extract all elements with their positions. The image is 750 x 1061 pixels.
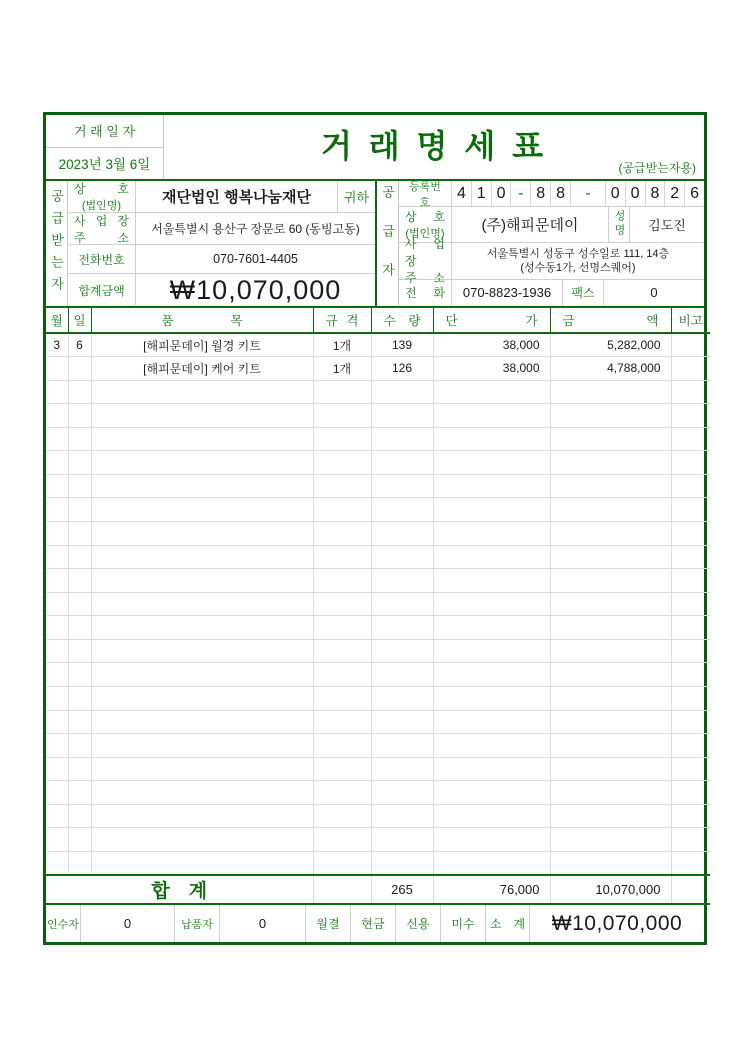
item-unit-price: [433, 569, 550, 593]
item-name: [91, 686, 313, 710]
item-day: [68, 757, 91, 781]
item-name: [91, 639, 313, 663]
item-unit-price: [433, 427, 550, 451]
item-name: [해피문데이] 케어 키트: [91, 357, 313, 381]
item-spec: [313, 592, 371, 616]
col-note: 비고: [671, 308, 710, 333]
item-note: [671, 851, 710, 875]
item-month: [46, 828, 68, 852]
item-qty: [371, 380, 433, 404]
item-month: [46, 710, 68, 734]
reg-dash: -: [511, 181, 531, 206]
item-unit-price: [433, 522, 550, 546]
item-month: [46, 474, 68, 498]
items-row: [46, 592, 710, 616]
item-month: [46, 545, 68, 569]
item-qty: [371, 498, 433, 522]
item-spec: [313, 804, 371, 828]
item-spec: [313, 569, 371, 593]
item-day: [68, 545, 91, 569]
item-unit-price: [433, 404, 550, 428]
item-note: [671, 333, 710, 357]
item-day: [68, 404, 91, 428]
reg-digit: 1: [472, 181, 492, 206]
reg-dash: -: [571, 181, 606, 206]
buyer-address-row: [68, 213, 375, 245]
total-label: 합 계: [46, 875, 313, 904]
item-unit-price: [433, 639, 550, 663]
buyer-total-label: 합계금액: [68, 274, 136, 306]
item-amount: [550, 522, 671, 546]
supplier-fax-label: 팩스: [562, 280, 604, 306]
col-unit-price: 단 가: [433, 308, 550, 333]
total-qty: 265: [371, 875, 433, 904]
item-qty: [371, 710, 433, 734]
item-name: [91, 380, 313, 404]
items-row: [46, 498, 710, 522]
item-amount: 5,282,000: [550, 333, 671, 357]
item-name: [91, 427, 313, 451]
items-row: [46, 380, 710, 404]
supplier-address-row: [399, 237, 704, 286]
item-qty: [371, 663, 433, 687]
pay-credit-label: 신용: [396, 905, 441, 942]
item-spec: 1개: [313, 333, 371, 357]
item-note: [671, 474, 710, 498]
supplier-address-line2: (성수동1가, 선명스퀘어): [520, 261, 636, 274]
item-note: [671, 522, 710, 546]
supplier-address-line1: 서울특별시 성동구 성수일로 111, 14층: [486, 247, 670, 260]
item-name: [해피문데이] 월경 키트: [91, 333, 313, 357]
buyer-total-value: ₩10,070,000: [169, 274, 342, 305]
item-spec: [313, 851, 371, 875]
item-qty: [371, 545, 433, 569]
item-spec: [313, 828, 371, 852]
item-spec: [313, 663, 371, 687]
items-total-row: [46, 875, 710, 904]
total-spec: [313, 875, 371, 904]
buyer-address-label: 사 업 장 주 소: [68, 213, 136, 244]
item-spec: [313, 616, 371, 640]
item-unit-price: [433, 781, 550, 805]
buyer-name-value: 재단법인 행복나눔재단: [161, 189, 312, 206]
supplier-rows: [399, 181, 704, 306]
items-row: [46, 333, 710, 357]
supplier-address-value: [452, 243, 704, 279]
item-qty: [371, 686, 433, 710]
item-day: [68, 451, 91, 475]
item-name: [91, 569, 313, 593]
buyer-rows: [68, 181, 375, 306]
item-spec: [313, 710, 371, 734]
supplier-fax-value: 0: [650, 285, 658, 301]
item-day: [68, 474, 91, 498]
items-row: [46, 357, 710, 381]
item-note: [671, 498, 710, 522]
item-note: [671, 804, 710, 828]
reg-digit: 0: [626, 181, 646, 206]
item-month: [46, 404, 68, 428]
item-spec: [313, 545, 371, 569]
item-qty: [371, 639, 433, 663]
item-qty: [371, 734, 433, 758]
item-unit-price: [433, 757, 550, 781]
item-day: [68, 616, 91, 640]
buyer-phone-value: 070-7601-4405: [213, 252, 298, 267]
items-row: [46, 616, 710, 640]
item-amount: [550, 804, 671, 828]
transaction-date-box: [46, 115, 164, 179]
item-note: [671, 828, 710, 852]
item-month: [46, 592, 68, 616]
item-name: [91, 781, 313, 805]
items-row: [46, 734, 710, 758]
item-qty: [371, 616, 433, 640]
item-name: [91, 451, 313, 475]
item-spec: [313, 404, 371, 428]
item-amount: [550, 592, 671, 616]
buyer-phone-row: [68, 245, 375, 274]
item-day: [68, 710, 91, 734]
item-day: [68, 851, 91, 875]
supplier-ceo-label: 성명: [608, 207, 630, 242]
item-spec: [313, 639, 371, 663]
items-row: [46, 851, 710, 875]
supplier-reg-label: 등록번호: [399, 181, 452, 206]
item-unit-price: [433, 851, 550, 875]
item-spec: [313, 757, 371, 781]
reg-digit: 6: [690, 184, 700, 202]
items-row: [46, 427, 710, 451]
item-amount: [550, 710, 671, 734]
item-amount: [550, 404, 671, 428]
buyer-address-value: 서울특별시 용산구 장문로 60 (동빙고동): [151, 222, 360, 236]
item-day: [68, 781, 91, 805]
reg-number-cells: [452, 181, 704, 206]
item-qty: 139: [371, 333, 433, 357]
items-row: [46, 451, 710, 475]
item-amount: [550, 545, 671, 569]
item-month: [46, 498, 68, 522]
items-row: [46, 757, 710, 781]
item-qty: [371, 451, 433, 475]
item-unit-price: [433, 734, 550, 758]
pay-cash-label: 현금: [351, 905, 396, 942]
transaction-date-label: 거 래 일 자: [46, 115, 163, 148]
item-name: [91, 498, 313, 522]
col-amount: 금 액: [550, 308, 671, 333]
buyer-total-row: [68, 274, 375, 306]
item-qty: [371, 569, 433, 593]
item-amount: 4,788,000: [550, 357, 671, 381]
col-month: 월: [46, 308, 68, 333]
item-day: [68, 380, 91, 404]
col-spec: 규 격: [313, 308, 371, 333]
item-note: [671, 710, 710, 734]
item-month: [46, 451, 68, 475]
items-row: [46, 404, 710, 428]
buyer-block: [46, 181, 375, 306]
reg-digit: 4: [452, 181, 472, 206]
item-amount: [550, 828, 671, 852]
item-name: [91, 851, 313, 875]
items-row: [46, 781, 710, 805]
item-month: [46, 686, 68, 710]
reg-digit: 8: [531, 181, 551, 206]
item-note: [671, 781, 710, 805]
item-amount: [550, 686, 671, 710]
item-amount: [550, 451, 671, 475]
item-name: [91, 734, 313, 758]
item-month: [46, 781, 68, 805]
item-unit-price: [433, 451, 550, 475]
item-month: [46, 427, 68, 451]
items-row: [46, 522, 710, 546]
item-amount: [550, 380, 671, 404]
item-unit-price: [433, 686, 550, 710]
items-table: [46, 308, 710, 905]
item-amount: [550, 498, 671, 522]
item-day: [68, 828, 91, 852]
item-spec: [313, 781, 371, 805]
item-month: [46, 616, 68, 640]
receiver-value: 0: [81, 905, 175, 942]
item-name: [91, 545, 313, 569]
item-qty: [371, 592, 433, 616]
item-note: [671, 357, 710, 381]
item-spec: [313, 522, 371, 546]
item-day: [68, 427, 91, 451]
item-month: [46, 569, 68, 593]
item-month: [46, 357, 68, 381]
item-month: [46, 734, 68, 758]
col-day: 일: [68, 308, 91, 333]
item-note: [671, 569, 710, 593]
items-row: [46, 663, 710, 687]
item-month: [46, 804, 68, 828]
item-qty: [371, 828, 433, 852]
item-spec: [313, 380, 371, 404]
item-amount: [550, 639, 671, 663]
form-subtitle: (공급받는자용): [618, 161, 696, 175]
total-note: [671, 875, 710, 904]
item-amount: [550, 427, 671, 451]
buyer-side-label: 공급받는자: [46, 181, 68, 306]
item-qty: [371, 522, 433, 546]
item-unit-price: [433, 380, 550, 404]
footer-row: [46, 905, 704, 942]
item-unit-price: [433, 498, 550, 522]
item-qty: [371, 427, 433, 451]
supplier-side-label: 공급자: [377, 181, 399, 306]
total-unit-price: 76,000: [433, 875, 550, 904]
item-amount: [550, 781, 671, 805]
item-amount: [550, 757, 671, 781]
item-spec: [313, 734, 371, 758]
form-title: 거 래 명 세 표: [320, 128, 548, 164]
item-note: [671, 545, 710, 569]
form-header: [46, 115, 704, 181]
item-note: [671, 616, 710, 640]
item-month: [46, 663, 68, 687]
item-unit-price: 38,000: [433, 333, 550, 357]
supplier-name-value: (주)해피문데이: [481, 216, 579, 234]
items-row: [46, 639, 710, 663]
subtotal-label: 소 계: [486, 905, 530, 942]
item-note: [671, 592, 710, 616]
reg-digit: 2: [665, 181, 685, 206]
item-unit-price: [433, 616, 550, 640]
item-month: [46, 380, 68, 404]
buyer-phone-label: 전화번호: [68, 245, 136, 273]
item-amount: [550, 616, 671, 640]
item-amount: [550, 851, 671, 875]
item-note: [671, 404, 710, 428]
item-day: [68, 686, 91, 710]
item-spec: [313, 474, 371, 498]
deliverer-label: 납품자: [175, 905, 220, 942]
item-note: [671, 639, 710, 663]
pay-monthly-label: 월결: [306, 905, 351, 942]
col-item-name: 품 목: [91, 308, 313, 333]
items-row: [46, 545, 710, 569]
item-name: [91, 522, 313, 546]
item-unit-price: [433, 828, 550, 852]
item-day: [68, 804, 91, 828]
supplier-address-label: 사 업 장 주 소: [399, 243, 452, 279]
title-box: [164, 115, 704, 179]
item-note: [671, 427, 710, 451]
items-row: [46, 474, 710, 498]
supplier-phone-value: 070-8823-1936: [462, 285, 552, 301]
item-name: [91, 404, 313, 428]
items-row: [46, 828, 710, 852]
item-unit-price: 38,000: [433, 357, 550, 381]
item-unit-price: [433, 592, 550, 616]
item-day: [68, 498, 91, 522]
item-note: [671, 451, 710, 475]
supplier-phone-row: [399, 280, 704, 306]
item-qty: [371, 851, 433, 875]
item-spec: [313, 498, 371, 522]
items-row: [46, 710, 710, 734]
item-unit-price: [433, 663, 550, 687]
item-month: [46, 639, 68, 663]
item-spec: 1개: [313, 357, 371, 381]
receiver-label: 인수자: [46, 905, 81, 942]
buyer-name-label: 상 호 (법인명): [68, 181, 136, 212]
item-unit-price: [433, 474, 550, 498]
item-qty: [371, 474, 433, 498]
col-qty: 수 량: [371, 308, 433, 333]
item-month: [46, 522, 68, 546]
supplier-ceo-value: 김도진: [648, 217, 686, 233]
item-note: [671, 734, 710, 758]
reg-digit: 8: [646, 181, 666, 206]
item-day: [68, 592, 91, 616]
items-row: [46, 686, 710, 710]
subtotal-value: ₩10,070,000: [551, 911, 683, 935]
reg-digit: 8: [551, 181, 571, 206]
item-day: 6: [68, 333, 91, 357]
item-name: [91, 710, 313, 734]
total-amount: 10,070,000: [550, 875, 671, 904]
parties-section: [46, 181, 704, 308]
item-qty: [371, 404, 433, 428]
item-qty: [371, 804, 433, 828]
supplier-name-label: 상 호 (법인명): [399, 207, 452, 242]
item-day: [68, 734, 91, 758]
item-note: [671, 757, 710, 781]
transaction-date-value: 2023년 3월 6일: [58, 157, 151, 173]
items-row: [46, 804, 710, 828]
item-day: [68, 639, 91, 663]
item-unit-price: [433, 545, 550, 569]
reg-digit: 0: [606, 181, 626, 206]
item-spec: [313, 451, 371, 475]
item-name: [91, 804, 313, 828]
item-unit-price: [433, 710, 550, 734]
item-qty: [371, 757, 433, 781]
item-amount: [550, 734, 671, 758]
items-header-row: [46, 308, 710, 333]
supplier-reg-row: [399, 181, 704, 207]
reg-digit: 0: [492, 181, 512, 206]
item-amount: [550, 663, 671, 687]
item-qty: [371, 781, 433, 805]
supplier-phone-label: 전 화: [399, 280, 452, 306]
item-note: [671, 380, 710, 404]
item-qty: 126: [371, 357, 433, 381]
item-day: [68, 663, 91, 687]
item-day: [68, 522, 91, 546]
item-name: [91, 474, 313, 498]
item-month: 3: [46, 333, 68, 357]
deliverer-value: 0: [220, 905, 306, 942]
buyer-honorific: 귀하: [337, 181, 375, 212]
item-note: [671, 686, 710, 710]
item-day: [68, 357, 91, 381]
item-day: [68, 569, 91, 593]
item-spec: [313, 686, 371, 710]
item-note: [671, 663, 710, 687]
item-spec: [313, 427, 371, 451]
supplier-block: [375, 181, 704, 306]
item-name: [91, 592, 313, 616]
item-amount: [550, 474, 671, 498]
item-name: [91, 828, 313, 852]
item-amount: [550, 569, 671, 593]
item-month: [46, 851, 68, 875]
item-unit-price: [433, 804, 550, 828]
statement-form: [43, 112, 707, 945]
pay-unpaid-label: 미수: [441, 905, 486, 942]
item-name: [91, 757, 313, 781]
item-month: [46, 757, 68, 781]
items-row: [46, 569, 710, 593]
item-name: [91, 616, 313, 640]
buyer-name-row: [68, 181, 375, 213]
item-name: [91, 663, 313, 687]
